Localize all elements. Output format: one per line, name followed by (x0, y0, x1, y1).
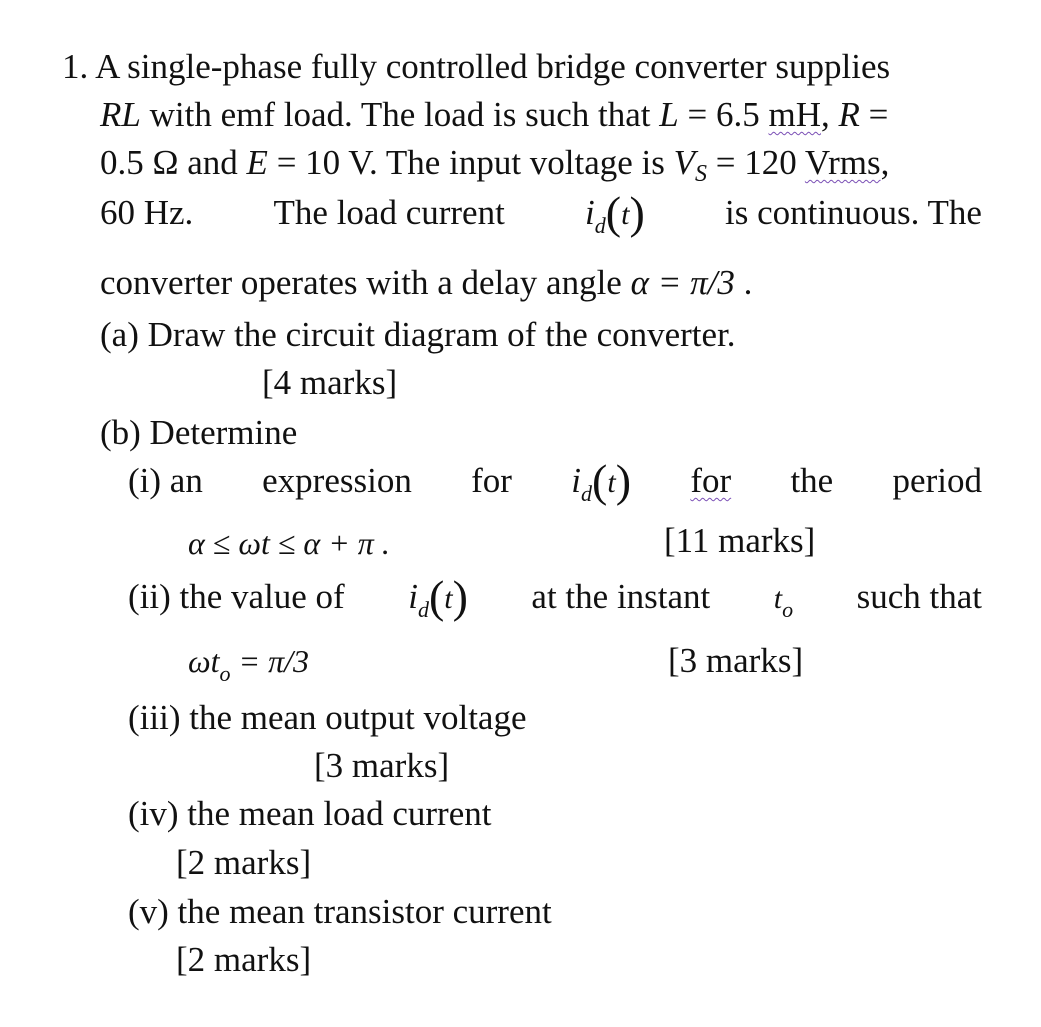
o-subscript: o (782, 597, 794, 622)
rl-symbol: RL (100, 95, 141, 134)
left-paren: ( (592, 455, 608, 506)
comma: , (821, 95, 839, 134)
b-i-word-1: (i) an (128, 461, 203, 500)
intro-text-5a: converter operates with a delay angle (100, 263, 631, 302)
right-paren: ) (629, 187, 645, 238)
part-b-iv-text: (iv) the mean load current (128, 794, 492, 833)
part-b-text: (b) Determine (100, 413, 298, 452)
v-symbol: V (673, 143, 696, 182)
equals-pi-over-3: = π/3 (230, 643, 309, 679)
question-intro-1: A single-phase fully controlled bridge converter supplies (95, 47, 891, 86)
t-symbol: t (621, 198, 630, 231)
t-symbol: t (444, 582, 453, 615)
b-i-word-period: period (892, 461, 982, 500)
id-t-expression-3 (408, 571, 468, 631)
question-line-5 (100, 262, 752, 304)
b-i-word-for: for (690, 461, 732, 500)
v-subscript: S (695, 161, 708, 187)
part-b-v-marks: [2 marks] (176, 940, 312, 979)
part-b-i-line (128, 455, 982, 515)
period: . (734, 263, 753, 302)
id-t-expression-1 (585, 187, 645, 247)
question-line-4 (100, 187, 982, 247)
part-b-v-text: (v) the mean transistor current (128, 892, 552, 931)
b-i-word-the: the (790, 461, 834, 500)
part-b-iii-marks: [3 marks] (314, 746, 450, 785)
b-i-word-3: for (471, 461, 512, 500)
i-symbol: i (408, 577, 418, 616)
part-b-iv-marks: [2 marks] (176, 843, 312, 882)
question-line-3 (100, 142, 889, 195)
i-symbol: i (585, 193, 595, 232)
right-paren: ) (452, 571, 468, 622)
voltage-value: = 120 (707, 143, 805, 182)
left-paren: ( (428, 571, 445, 622)
inductance-value: = 6.5 (678, 95, 769, 134)
equals: = (859, 95, 889, 134)
question-number: 1. (62, 47, 89, 86)
b-ii-text-b: at the instant (531, 577, 711, 616)
question-line-2 (100, 94, 888, 136)
part-b-ii-line (128, 571, 982, 631)
t-symbol: t (607, 466, 616, 499)
part-b-i-marks: [11 marks] (664, 521, 816, 560)
inductance-unit: mH (768, 95, 821, 134)
frequency: 60 Hz. (100, 193, 194, 232)
comma-2: , (880, 143, 890, 182)
omega-t: ωt (188, 643, 220, 679)
t-o-symbol (774, 576, 793, 631)
b-ii-text-a: (ii) the value of (128, 577, 345, 616)
voltage-unit: Vrms (804, 143, 881, 182)
id-t-expression-2 (571, 455, 632, 515)
o-subscript: o (219, 661, 231, 686)
d-subscript: d (594, 213, 606, 238)
part-b-ii-marks: [3 marks] (668, 641, 804, 680)
intro-text-2b: with emf load. The load is such that (140, 95, 660, 134)
i-symbol: i (571, 461, 582, 500)
delay-angle-expression: α = π/3 (630, 263, 735, 302)
b-ii-text-c: such that (856, 577, 982, 616)
part-b-iii-text: (iii) the mean output voltage (128, 698, 527, 737)
intro-text-4b: The load current (273, 193, 505, 232)
l-symbol: L (659, 95, 679, 134)
part-b-ii-equation (188, 640, 309, 695)
resistance-value: 0.5 Ω and (100, 143, 247, 182)
question-line-1 (62, 46, 890, 88)
part-a-marks: [4 marks] (262, 363, 398, 402)
part-b-i-range: α ≤ ωt ≤ α + π . (188, 525, 390, 561)
intro-text-4c: is continuous. The (724, 193, 982, 232)
intro-text-3c: = 10 V. The input voltage is (267, 143, 674, 182)
part-a-text: (a) Draw the circuit diagram of the converter. (100, 315, 736, 354)
b-i-word-2: expression (262, 461, 412, 500)
t-symbol: t (773, 582, 783, 615)
d-subscript: d (581, 481, 593, 506)
right-paren: ) (615, 455, 632, 506)
e-symbol: E (246, 143, 268, 182)
d-subscript: d (417, 597, 429, 622)
left-paren: ( (605, 187, 622, 238)
r-symbol: R (838, 95, 860, 134)
